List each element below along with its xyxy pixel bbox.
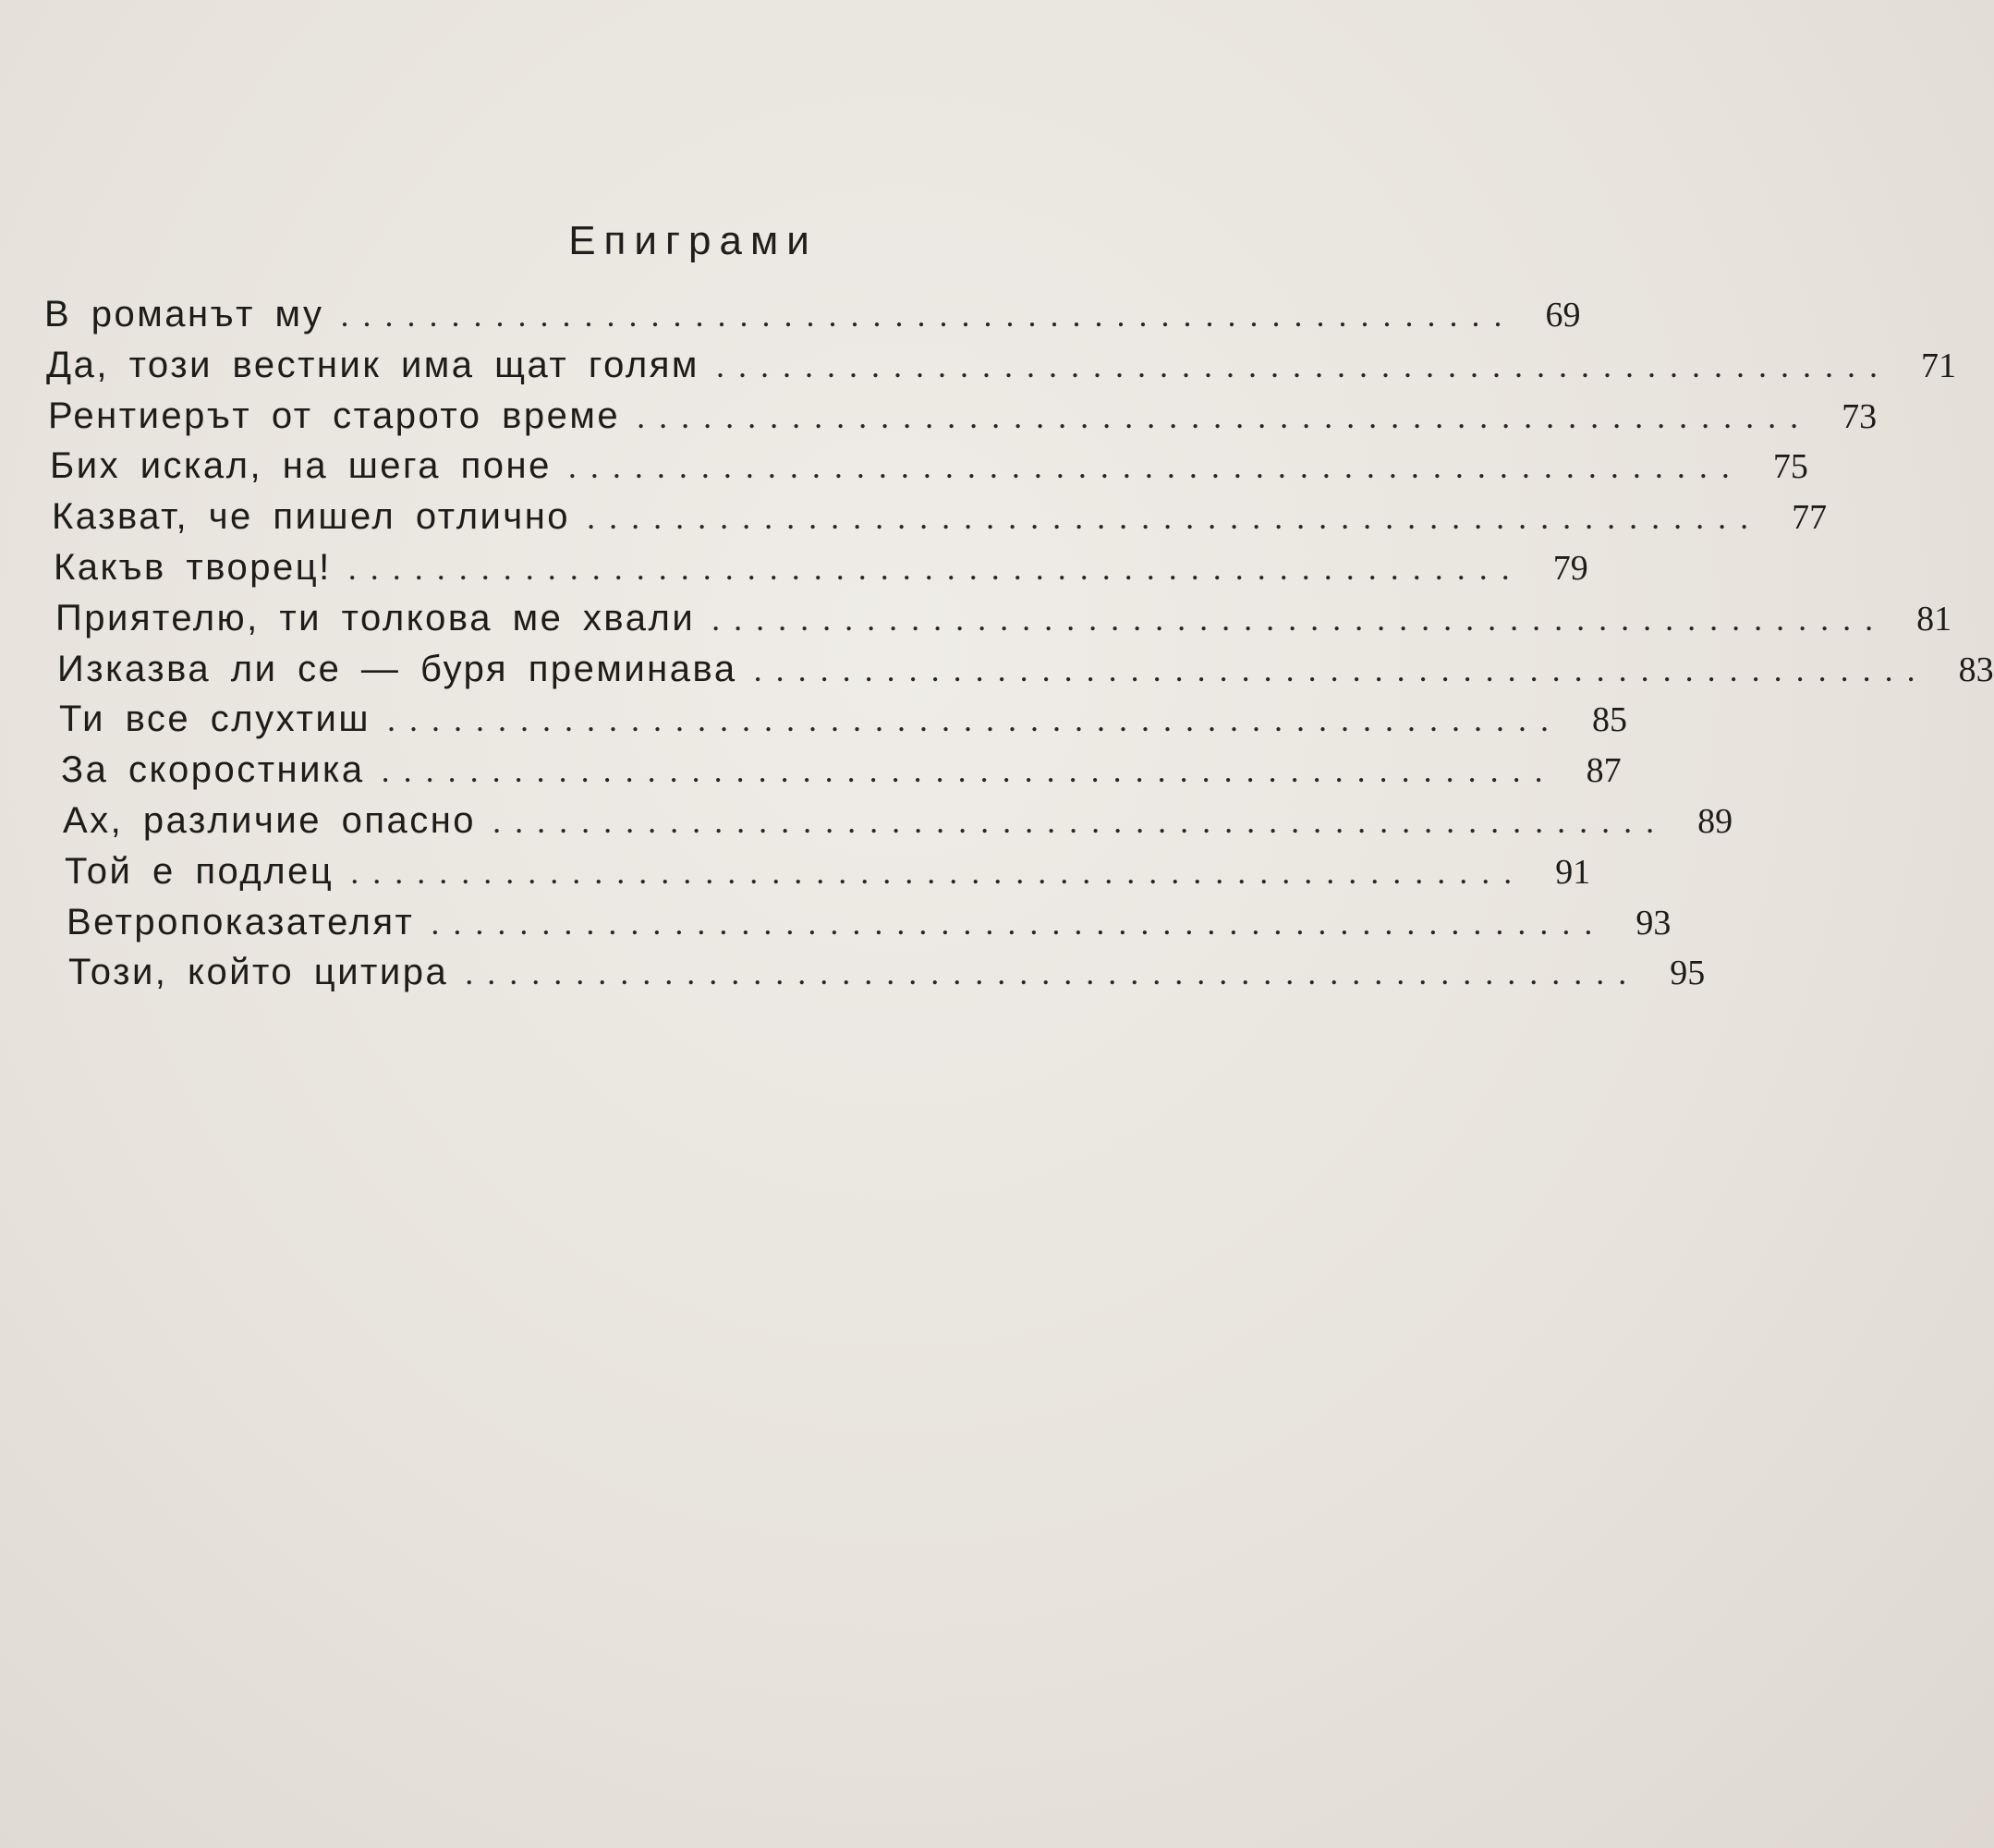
- toc-entry-page-number: 77: [1792, 498, 1828, 538]
- dot-leader: .....................................................: [340, 297, 1516, 334]
- toc-entry-title: Той е подлец: [65, 850, 334, 892]
- toc-entry-title: За скоростника: [61, 749, 365, 791]
- toc-entry-title: Ах, различие опасно: [63, 799, 477, 841]
- toc-entry: [44, 344, 1956, 395]
- toc-entry-title: Рентиерът от старото време: [48, 395, 621, 436]
- dot-leader: .....................................................: [637, 397, 1813, 435]
- toc-entry: [44, 648, 1994, 699]
- toc-entry-page-number: 71: [1920, 346, 1956, 385]
- toc-entry-title: Ветропоказателят: [67, 901, 415, 942]
- dot-leader: .....................................................: [715, 346, 1891, 384]
- toc-entry-page-number: 79: [1552, 548, 1588, 588]
- toc-entry-page-number: 93: [1635, 903, 1672, 942]
- toc-entry: [44, 546, 1588, 598]
- table-of-contents: [44, 294, 1994, 1003]
- toc-entry: [44, 496, 1828, 547]
- toc-entry-title: В романът му: [44, 294, 324, 334]
- dot-leader: .....................................................: [347, 549, 1524, 587]
- toc-entry: [44, 901, 1672, 953]
- toc-entry-title: Да, този вестник има щат голям: [46, 344, 699, 385]
- toc-entry-page-number: 95: [1670, 954, 1706, 993]
- dot-leader: .....................................................: [350, 853, 1526, 891]
- toc-entry-title: Какъв творец!: [54, 546, 332, 588]
- dot-leader: .....................................................: [431, 904, 1607, 942]
- toc-entry-title: Този, който цитира: [68, 952, 449, 993]
- toc-entry-title: Бих искал, на шега поне: [50, 445, 552, 487]
- toc-entry-title: Ти все слухтиш: [59, 699, 371, 740]
- dot-leader: .....................................................: [587, 499, 1763, 537]
- toc-entry-page-number: 89: [1697, 801, 1733, 841]
- toc-entry-title: Приятелю, ти толкова ме хвали: [55, 597, 696, 638]
- dot-leader: .....................................................: [386, 701, 1562, 739]
- toc-entry-page-number: 81: [1916, 599, 1952, 638]
- toc-entry-page-number: 73: [1842, 396, 1878, 436]
- toc-entry: [44, 850, 1591, 902]
- toc-entry-title: Казват, че пишел отлично: [52, 496, 571, 538]
- toc-entry: [44, 597, 1952, 649]
- dot-leader: .....................................................: [711, 600, 1888, 638]
- toc-entry: [44, 799, 1733, 851]
- toc-entry: [44, 749, 1622, 800]
- toc-entry-page-number: 69: [1545, 296, 1581, 334]
- dot-leader: .....................................................: [753, 650, 1929, 688]
- toc-entry-page-number: 87: [1586, 751, 1622, 791]
- toc-entry-title: Изказва ли се — буря преминава: [57, 648, 737, 689]
- dot-leader: .....................................................: [465, 954, 1641, 992]
- toc-entry-page-number: 75: [1772, 447, 1808, 487]
- dot-leader: .....................................................: [381, 752, 1557, 790]
- section-title: Епиграми: [568, 218, 818, 263]
- toc-entry-page-number: 85: [1591, 700, 1627, 740]
- toc-entry: [44, 294, 1581, 345]
- toc-entry: [44, 395, 1878, 446]
- toc-entry: [44, 952, 1706, 1003]
- toc-entry-page-number: 91: [1555, 852, 1591, 892]
- dot-leader: .....................................................: [492, 802, 1669, 840]
- toc-entry-page-number: 83: [1958, 650, 1994, 689]
- dot-leader: .....................................................: [567, 448, 1744, 486]
- toc-entry: [44, 445, 1808, 496]
- toc-entry: [44, 699, 1627, 749]
